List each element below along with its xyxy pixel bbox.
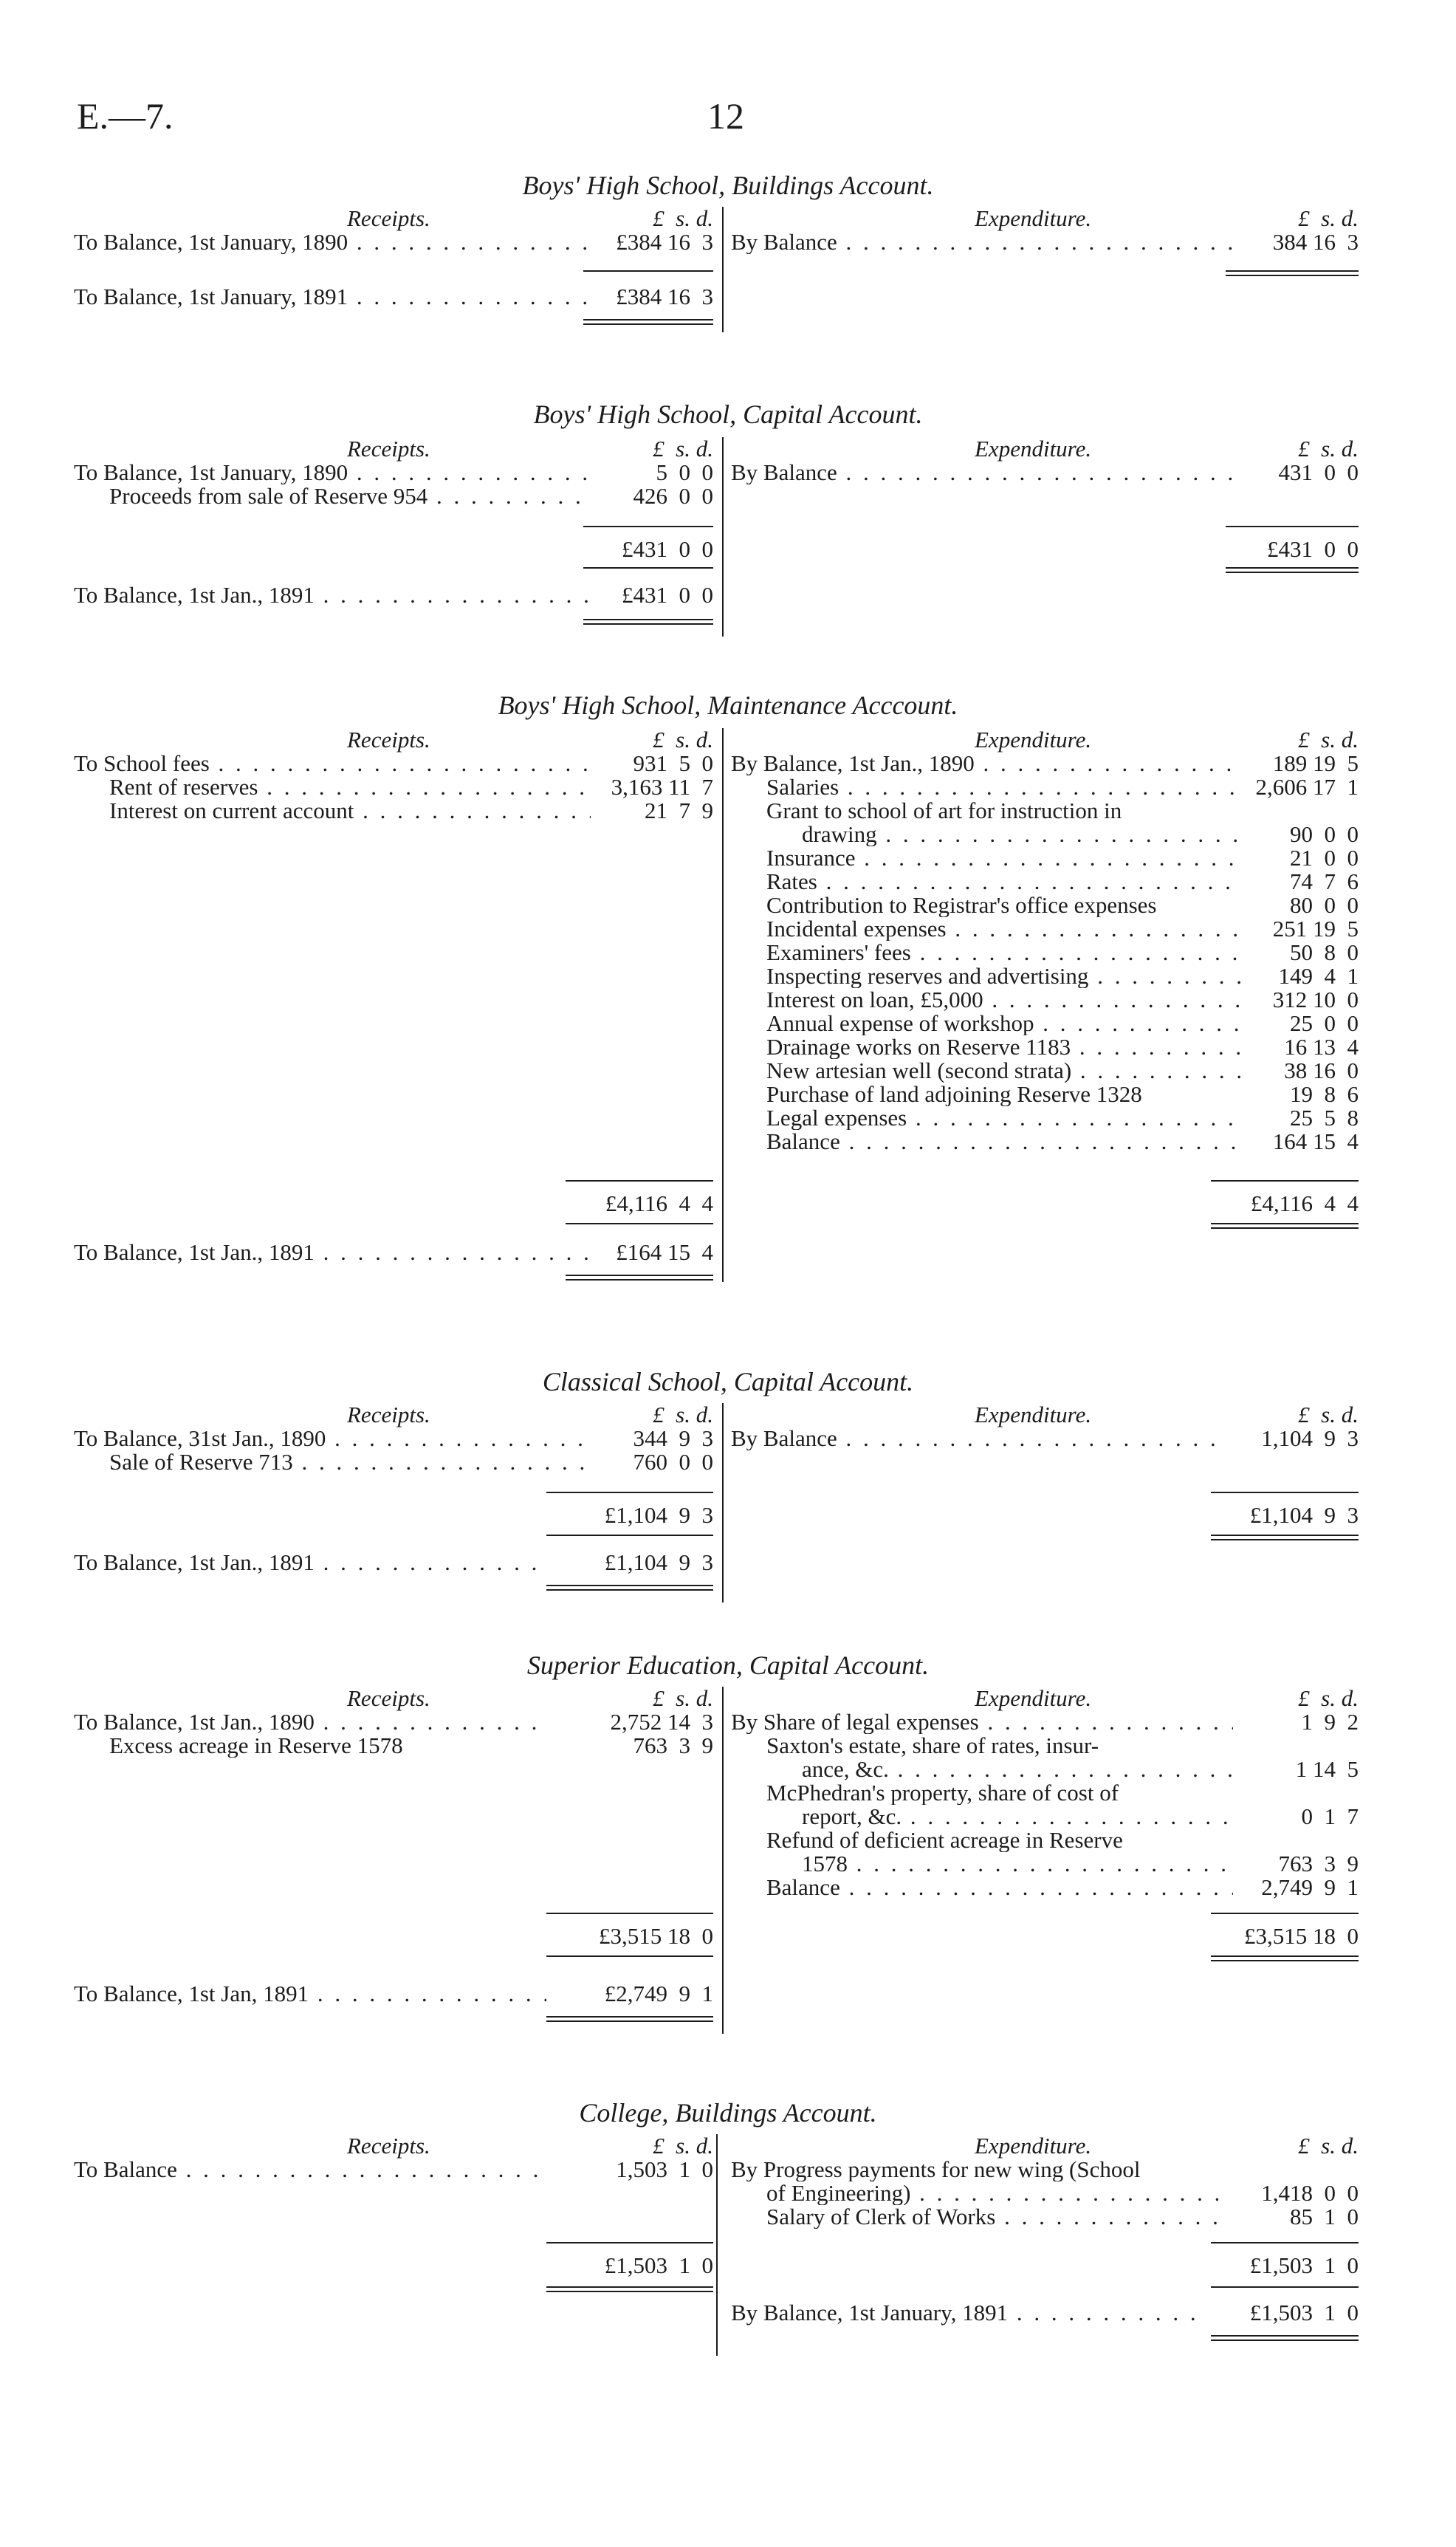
account-title: Superior Education, Capital Account. — [526, 1650, 930, 1680]
receipt-row: Sale of Reserve 713 . . . 760 0 0 — [74, 1450, 713, 1474]
account-title: College, Buildings Account. — [579, 2098, 877, 2128]
double-rule — [1211, 1955, 1359, 1961]
expenditure-total: £1,104 9 3 — [1249, 1502, 1359, 1528]
double-rule — [566, 1275, 713, 1281]
page-code: E.—7. — [77, 95, 174, 137]
receipt-row: To Balance, 31st Jan., 1890 . . . 344 9 3 — [74, 1427, 713, 1450]
column-header: Receipts. £ s. d. — [347, 2133, 713, 2159]
account-title: Boys' High School, Buildings Account. — [522, 171, 934, 200]
single-rule — [583, 526, 713, 527]
single-rule — [546, 1913, 713, 1914]
single-rule — [566, 1180, 713, 1182]
double-rule — [583, 319, 713, 325]
single-rule — [546, 2242, 713, 2243]
column-header: Expenditure. £ s. d. — [975, 1685, 1359, 1711]
column-header: Receipts. £ s. d. — [347, 1402, 713, 1427]
expenditure-row: Contribution to Registrar's office expenses 80 0 0 — [766, 892, 1359, 918]
column-header: Receipts. £ s. d. — [347, 727, 713, 753]
single-rule — [566, 1223, 713, 1224]
receipts-column — [74, 728, 713, 823]
column-divider — [722, 1403, 724, 1602]
expenditure-row: By Balance . . . 384 16 3 — [731, 230, 1359, 254]
receipts-column — [74, 1403, 713, 1474]
account-title: Boys' High School, Maintenance Acccount. — [498, 690, 958, 720]
expenditure-row: ance, &c. . . . 1 14 5 — [731, 1758, 1359, 1781]
expenditure-row: Balance . . . 2,749 9 1 — [731, 1876, 1359, 1899]
expenditure-row: McPhedran's property, share of cost of — [766, 1781, 1119, 1805]
column-header: Receipts. £ s. d. — [347, 1685, 713, 1711]
expenditure-row: Inspecting reserves and advertising . . . 149 4 1 — [731, 964, 1359, 988]
column-divider — [722, 1687, 724, 2034]
expenditure-row: New artesian well (second strata) . . . 38 16 0 — [731, 1059, 1359, 1083]
receipt-row: Proceeds from sale of Reserve 954 . . . 426 0 0 — [74, 484, 713, 508]
double-rule — [1226, 567, 1359, 573]
account-title: Classical School, Capital Account. — [542, 1367, 914, 1396]
single-rule — [1211, 2242, 1359, 2243]
receipt-row: Interest on current account . . . 21 7 9 — [74, 799, 713, 823]
expenditure-row: Examiners' fees . . . 50 8 0 — [731, 941, 1359, 964]
receipt-row: To School fees . . . 931 5 0 — [74, 752, 713, 775]
receipts-total: £431 0 0 — [622, 536, 713, 562]
receipts-total: £1,503 1 0 — [604, 2252, 713, 2278]
expenditure-total: £3,515 18 0 — [1244, 1923, 1359, 1949]
single-rule — [546, 1955, 713, 1957]
receipt-row: To Balance, 1st January, 1890 . . . 5 0 0 — [74, 461, 713, 484]
single-rule — [1211, 1492, 1359, 1493]
expenditure-row: Salary of Clerk of Works . . . 85 1 0 — [731, 2205, 1359, 2229]
expenditure-row: 1578 . . . 763 3 9 — [731, 1852, 1359, 1876]
expenditure-column — [731, 728, 1359, 1153]
expenditure-row: Interest on loan, £5,000 . . . 312 10 0 — [731, 988, 1359, 1012]
receipt-row: Rent of reserves . . . 3,163 11 7 — [74, 775, 713, 799]
double-rule — [546, 2286, 713, 2292]
double-rule — [1226, 270, 1359, 276]
single-rule — [583, 567, 713, 569]
double-rule — [1211, 1223, 1359, 1229]
receipt-row: To Balance . . . 1,503 1 0 — [74, 2158, 713, 2181]
column-divider — [722, 437, 724, 637]
single-rule — [1211, 2286, 1359, 2288]
receipts-column — [74, 1687, 713, 1758]
receipts-column — [74, 207, 713, 254]
expenditure-row: Insurance . . . 21 0 0 — [731, 846, 1359, 870]
expenditure-row: Rates . . . 74 7 6 — [731, 870, 1359, 894]
expenditure-column — [731, 1403, 1359, 1450]
account-title: Boys' High School, Capital Account. — [533, 400, 923, 429]
expenditure-total: £1,503 1 0 — [1249, 2252, 1359, 2278]
double-rule — [546, 1585, 713, 1591]
expenditure-column — [731, 2134, 1359, 2229]
single-rule — [546, 1535, 713, 1536]
expenditure-row: Incidental expenses . . . 251 19 5 — [731, 917, 1359, 941]
expenditure-row: Balance . . . 164 15 4 — [731, 1130, 1359, 1153]
expenditure-row: By Balance, 1st Jan., 1890 . . . 189 19 5 — [731, 752, 1359, 775]
single-rule — [1226, 526, 1359, 527]
expenditure-heading: Expenditure. — [975, 205, 1092, 231]
receipts-total: £3,515 18 0 — [599, 1923, 713, 1949]
expenditure-row: Refund of deficient acreage in Reserve — [766, 1828, 1123, 1852]
receipts-total: £1,104 9 3 — [604, 1502, 713, 1528]
double-rule — [546, 2016, 713, 2022]
double-rule — [1211, 1535, 1359, 1540]
single-rule — [1211, 1180, 1359, 1182]
double-rule — [1211, 2335, 1359, 2341]
receipts-column — [74, 437, 713, 508]
receipts-heading: Receipts. — [347, 205, 430, 231]
expenditure-row: report, &c. . . . 0 1 7 — [731, 1805, 1359, 1828]
expenditure-row: By Balance . . . 431 0 0 — [731, 461, 1359, 484]
expenditure-row: By Progress payments for new wing (School — [731, 2158, 1141, 2181]
expenditure-row: Drainage works on Reserve 1183 . . . 16 13 4 — [731, 1035, 1359, 1059]
expenditure-row: By Balance . . . 1,104 9 3 — [731, 1427, 1359, 1450]
single-rule — [1211, 1913, 1359, 1914]
expenditure-row: drawing . . . 90 0 0 — [731, 823, 1359, 846]
column-divider — [722, 728, 724, 1282]
column-header: Receipts. £ s. d. — [347, 436, 713, 462]
receipts-total: £4,116 4 4 — [605, 1190, 713, 1216]
receipt-row: To Balance, 1st Jan., 1890 . . . 2,752 14 3 — [74, 1710, 713, 1734]
column-header: Expenditure. £ s. d. — [975, 1402, 1359, 1427]
column-header: Expenditure. £ s. d. — [975, 436, 1359, 462]
expenditure-row: Purchase of land adjoining Reserve 1328 19 8 6 — [766, 1081, 1359, 1107]
expenditure-row: Saxton's estate, share of rates, insur- — [766, 1734, 1099, 1758]
expenditure-total: £4,116 4 4 — [1250, 1190, 1359, 1216]
column-header — [74, 207, 713, 230]
page-number: 12 — [707, 95, 744, 137]
expenditure-row: of Engineering) . . . 1,418 0 0 — [731, 2181, 1359, 2205]
double-rule — [583, 619, 713, 625]
expenditure-row: Annual expense of workshop . . . 25 0 0 — [731, 1012, 1359, 1035]
column-divider — [716, 2134, 718, 2356]
column-divider — [722, 207, 724, 332]
lsd-heading: £ s. d. — [653, 205, 713, 231]
expenditure-column — [731, 437, 1359, 484]
lsd-heading: £ s. d. — [1298, 205, 1359, 231]
receipts-column — [74, 2134, 713, 2181]
expenditure-column — [731, 207, 1359, 254]
single-rule — [583, 270, 713, 272]
column-header — [731, 207, 1359, 230]
expenditure-row: Legal expenses . . . 25 5 8 — [731, 1106, 1359, 1130]
expenditure-row: By Share of legal expenses . . . 1 9 2 — [731, 1710, 1359, 1734]
receipt-row: Excess acreage in Reserve 1578 763 3 9 — [109, 1732, 713, 1758]
receipt-row: To Balance, 1st January, 1890 . . . £384 16 3 — [74, 230, 713, 254]
single-rule — [546, 1492, 713, 1493]
expenditure-total: £431 0 0 — [1267, 536, 1359, 562]
expenditure-row: Grant to school of art for instruction in — [766, 799, 1122, 823]
expenditure-column — [731, 1687, 1359, 1899]
expenditure-row: Salaries . . . 2,606 17 1 — [731, 775, 1359, 799]
column-header: Expenditure. £ s. d. — [975, 2133, 1359, 2159]
column-header: Expenditure. £ s. d. — [975, 727, 1359, 753]
